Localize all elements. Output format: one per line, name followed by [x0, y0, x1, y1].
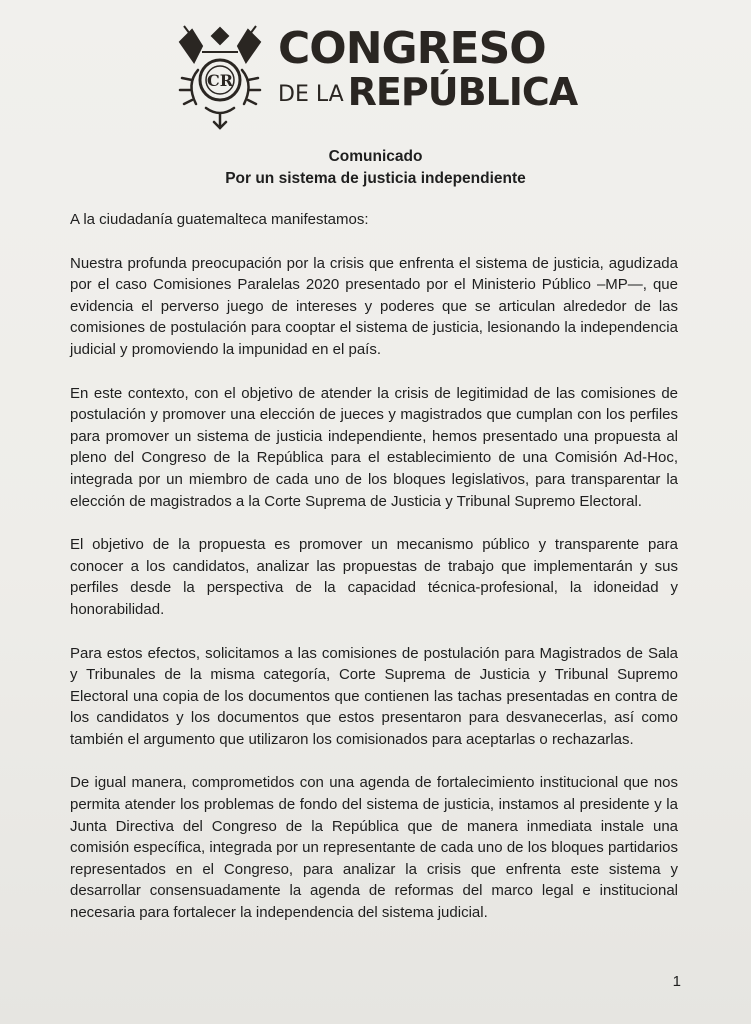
document-body	[70, 209, 678, 946]
congreso-wordmark	[278, 23, 578, 115]
paragraph-5: De igual manera, comprometidos con una agenda de fortalecimiento institucional que nos permita atender los problemas de fondo del sistema de justicia, instamos al presidente y la Junta Directiva del Congreso de la República que de manera inmediata instale una comisión específica, integrada por un representante de cada uno de los bloques partidarios representados en el Congreso, para analizar la crisis que enfrenta este sistema y desarrollar consensuadamente la agenda de reformas del marco legal e institucional necesaria para fortalecer la independencia del sistema judicial.	[70, 774, 678, 922]
wordmark-de-la: DE LA	[278, 82, 344, 107]
paragraph-1: Nuestra profunda preocupación por la crisis que enfrenta el sistema de justicia, agudizada por el caso Comisiones Paralelas 2020 presentado por el Ministerio Público –MP—, que evidencia el perverso juego de intereses y poderes que se articulan alrededor de las comisiones de postulación para cooptar el sistema de justicia, lesionando la independencia judicial y promoviendo la impunidad en el país.	[70, 254, 678, 358]
wordmark-congreso: CONGRESO	[278, 23, 546, 74]
wordmark-republica-text: REPÚBLICA	[347, 70, 578, 114]
document-title: Comunicado	[328, 148, 423, 165]
congreso-seal-icon	[172, 22, 268, 132]
document-heading	[0, 146, 751, 190]
paragraph-4: Para estos efectos, solicitamos a las comisiones de postulación para Magistrados de Sala y Tribunales de la misma categoría, Corte Suprema de Justicia y Tribunal Supremo Electoral una copia de los documentos que contienen las tachas presentadas en contra de los candidatos y los documentos que estos presentaron para desvanecerlas, así como también el argumento que utilizaron los comisionados para aceptarlas o rechazarlas.	[70, 644, 678, 748]
wordmark-republica	[278, 72, 577, 115]
page-number: 1	[672, 973, 681, 990]
seal-letters: CR	[206, 71, 234, 90]
paragraph-3: El objetivo de la propuesta es promover un mecanismo público y transparente para conocer a los candidatos, analizar las propuestas de trabajo que implementarán y sus perfiles desde la perspectiva de la capacidad técnica-profesional, la idoneidad y honorabilidad.	[70, 536, 678, 618]
paragraph-2: En este contexto, con el objetivo de atender la crisis de legitimidad de las comisiones de postulación y promover una elección de jueces y magistrados que cumplan con los perfiles para promover un sistema de justicia independiente, hemos presentado una propuesta al pleno del Congreso de la República para el establecimiento de una Comisión Ad-Hoc, integrada por un miembro de cada uno de los bloques legislativos, para transparentar la elección de magistrados a la Corte Suprema de Justicia y Tribunal Supremo Electoral.	[70, 384, 678, 510]
document-subtitle: Por un sistema de justicia independiente	[225, 170, 526, 187]
letterhead	[170, 22, 578, 132]
greeting: A la ciudadanía guatemalteca manifestamos:	[70, 211, 369, 228]
